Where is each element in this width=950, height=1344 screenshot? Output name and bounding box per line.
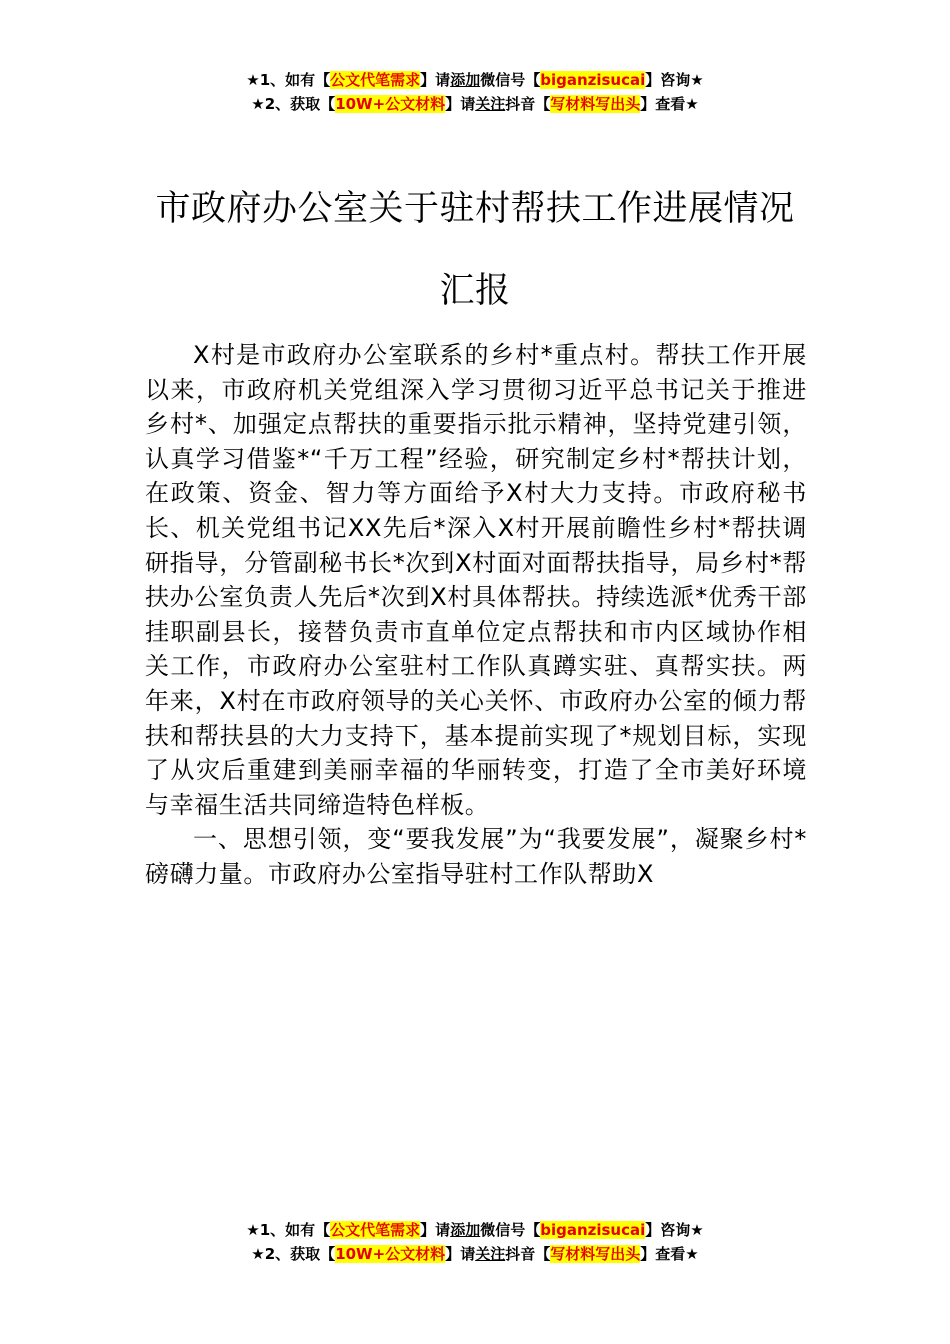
- body-paragraph-2: 一、思想引领，变“要我发展”为“我要发展”，凝聚乡村*磅礴力量。市政府办公室指导驻村工作队帮助X: [145, 825, 807, 888]
- banner-text: 】咨询★: [645, 71, 704, 89]
- banner-douyin-id: 写材料写出头: [550, 95, 641, 113]
- banner-text: ★1、如有【: [246, 1221, 331, 1239]
- banner-text: 】请: [445, 95, 476, 113]
- banner-underlined-text: 关注: [475, 1245, 506, 1263]
- title-line-2: 汇报: [439, 271, 511, 311]
- document-body: [145, 338, 807, 892]
- footer-banner: [0, 1218, 950, 1266]
- banner-line-2: [0, 92, 950, 116]
- document-title: [130, 168, 820, 332]
- banner-wechat-id: biganzisucai: [540, 1221, 646, 1239]
- banner-text: 抖音【: [505, 95, 551, 113]
- banner-underlined-text: 添加: [450, 1221, 481, 1239]
- banner-highlight: 10W+公文材料: [335, 1245, 446, 1263]
- banner-highlight: 10W+公文材料: [335, 95, 446, 113]
- banner-text: ★2、获取【: [251, 95, 336, 113]
- banner-text: 】请: [445, 1245, 476, 1263]
- banner-line-1: [0, 68, 950, 92]
- banner-line-1: [0, 1218, 950, 1242]
- body-paragraph-1: X村是市政府办公室联系的乡村*重点村。帮扶工作开展以来，市政府机关党组深入学习贯彻习近平总书记关于推进乡村*、加强定点帮扶的重要指示批示精神，坚持党建引领，认真学习借鉴*“千万工程”经验，研究制定乡村*帮扶计划，在政策、资金、智力等方面给予X村大力支持。市政府秘书长、机关党组书记XX先后*深入X村开展前瞻性乡村*帮扶调研指导，分管副秘书长*次到X村面对面帮扶指导，局乡村*帮扶办公室负责人先后*次到X村具体帮扶。持续选派*优秀干部挂职副县长，接替负责市直单位定点帮扶和市内区域协作相关工作，市政府办公室驻村工作队真蹲实驻、真帮实扶。两年来，X村在市政府领导的关心关怀、市政府办公室的倾力帮扶和帮扶县的大力支持下，基本提前实现了*规划目标，实现了从灾后重建到美丽幸福的华丽转变，打造了全市美好环境与幸福生活共同缔造特色样板。: [145, 341, 807, 819]
- banner-underlined-text: 添加: [450, 71, 481, 89]
- banner-highlight: 公文代笔需求: [330, 71, 421, 89]
- banner-text: 】咨询★: [645, 1221, 704, 1239]
- banner-text: 】请: [420, 1221, 451, 1239]
- banner-text: 抖音【: [505, 1245, 551, 1263]
- banner-douyin-id: 写材料写出头: [550, 1245, 641, 1263]
- banner-text: ★1、如有【: [246, 71, 331, 89]
- banner-highlight: 公文代笔需求: [330, 1221, 421, 1239]
- banner-text: 微信号【: [480, 1221, 541, 1239]
- banner-text: 】查看★: [640, 95, 699, 113]
- banner-text: 】查看★: [640, 1245, 699, 1263]
- header-banner: [0, 68, 950, 116]
- banner-wechat-id: biganzisucai: [540, 71, 646, 89]
- banner-text: 微信号【: [480, 71, 541, 89]
- title-line-1: 市政府办公室关于驻村帮扶工作进展情况: [155, 189, 795, 229]
- banner-line-2: [0, 1242, 950, 1266]
- banner-underlined-text: 关注: [475, 95, 506, 113]
- banner-text: ★2、获取【: [251, 1245, 336, 1263]
- banner-text: 】请: [420, 71, 451, 89]
